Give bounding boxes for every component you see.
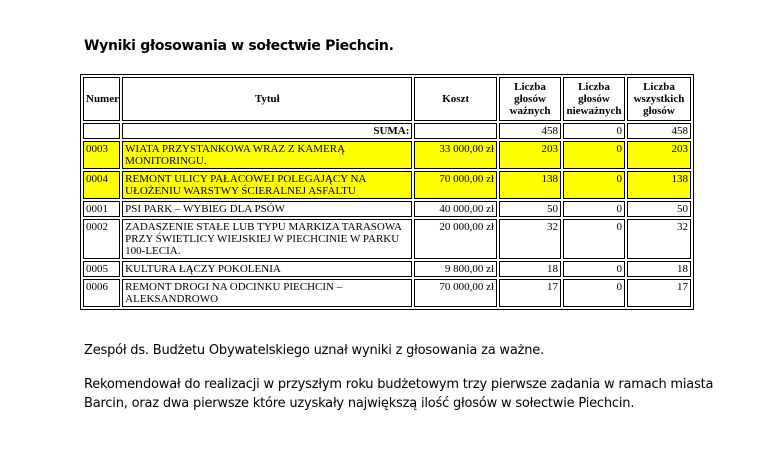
cell-niewazne: 0 bbox=[563, 261, 625, 277]
cell-numer: 0005 bbox=[83, 261, 120, 277]
header-niewazne: Liczba głosów nieważnych bbox=[563, 77, 625, 121]
suma-niewazne: 0 bbox=[563, 123, 625, 139]
cell-koszt: 70 000,00 zł bbox=[414, 279, 497, 307]
cell-wszystkie: 203 bbox=[627, 141, 691, 169]
cell-niewazne: 0 bbox=[563, 141, 625, 169]
cell-niewazne: 0 bbox=[563, 171, 625, 199]
cell-wazne: 50 bbox=[499, 201, 561, 217]
table-row bbox=[83, 141, 691, 169]
header-tytul: Tytuł bbox=[122, 77, 412, 121]
suma-empty-cell bbox=[83, 123, 120, 139]
suma-koszt-empty bbox=[414, 123, 497, 139]
table-row bbox=[83, 171, 691, 199]
cell-wszystkie: 138 bbox=[627, 171, 691, 199]
cell-koszt: 9 800,00 zł bbox=[414, 261, 497, 277]
cell-wszystkie: 17 bbox=[627, 279, 691, 307]
cell-niewazne: 0 bbox=[563, 219, 625, 259]
cell-wazne: 18 bbox=[499, 261, 561, 277]
header-numer: Numer bbox=[83, 77, 120, 121]
cell-numer: 0001 bbox=[83, 201, 120, 217]
table-row bbox=[83, 219, 691, 259]
cell-tytul: PSI PARK – WYBIEG DLA PSÓW bbox=[122, 201, 412, 217]
suma-label: SUMA: bbox=[122, 123, 412, 139]
suma-row bbox=[83, 123, 691, 139]
cell-wszystkie: 50 bbox=[627, 201, 691, 217]
cell-niewazne: 0 bbox=[563, 201, 625, 217]
recommendation-note: Rekomendował do realizacji w przyszłym roku budżetowym trzy pierwsze zadania w ramach miasta Barcin, oraz dwa pierwsze które uzyskały największą ilość głosów w sołectwie Piechcin. bbox=[84, 377, 714, 411]
cell-numer: 0004 bbox=[83, 171, 120, 199]
cell-wazne: 32 bbox=[499, 219, 561, 259]
cell-numer: 0006 bbox=[83, 279, 120, 307]
page-title: Wyniki głosowania w sołectwie Piechcin. bbox=[84, 38, 394, 54]
table-row bbox=[83, 261, 691, 277]
cell-koszt: 40 000,00 zł bbox=[414, 201, 497, 217]
cell-numer: 0003 bbox=[83, 141, 120, 169]
cell-tytul: REMONT DROGI NA ODCINKU PIECHCIN – ALEKSANDROWO bbox=[122, 279, 412, 307]
cell-numer: 0002 bbox=[83, 219, 120, 259]
cell-tytul: REMONT ULICY PAŁACOWEJ POLEGAJĄCY NA UŁOŻENIU WARSTWY ŚCIERALNEJ ASFALTU bbox=[122, 171, 412, 199]
table-row bbox=[83, 201, 691, 217]
cell-koszt: 20 000,00 zł bbox=[414, 219, 497, 259]
cell-niewazne: 0 bbox=[563, 279, 625, 307]
cell-wszystkie: 18 bbox=[627, 261, 691, 277]
cell-wazne: 17 bbox=[499, 279, 561, 307]
suma-wszystkie: 458 bbox=[627, 123, 691, 139]
cell-wazne: 203 bbox=[499, 141, 561, 169]
cell-koszt: 70 000,00 zł bbox=[414, 171, 497, 199]
header-wszystkie: Liczba wszystkich głosów bbox=[627, 77, 691, 121]
suma-wazne: 458 bbox=[499, 123, 561, 139]
cell-tytul: ZADASZENIE STAŁE LUB TYPU MARKIZA TARASOWA PRZY ŚWIETLICY WIEJSKIEJ W PIECHCINIE W PARKU 100-LECIA. bbox=[122, 219, 412, 259]
cell-koszt: 33 000,00 zł bbox=[414, 141, 497, 169]
cell-wazne: 138 bbox=[499, 171, 561, 199]
validity-note: Zespół ds. Budżetu Obywatelskiego uznał wyniki z głosowania za ważne. bbox=[84, 343, 545, 358]
cell-wszystkie: 32 bbox=[627, 219, 691, 259]
table-header-row bbox=[83, 77, 691, 121]
cell-tytul: KULTURA ŁĄCZY POKOLENIA bbox=[122, 261, 412, 277]
table-row bbox=[83, 279, 691, 307]
header-koszt: Koszt bbox=[414, 77, 497, 121]
header-wazne: Liczba głosów ważnych bbox=[499, 77, 561, 121]
results-table bbox=[80, 74, 694, 310]
cell-tytul: WIATA PRZYSTANKOWA WRAZ Z KAMERĄ MONITORINGU. bbox=[122, 141, 412, 169]
